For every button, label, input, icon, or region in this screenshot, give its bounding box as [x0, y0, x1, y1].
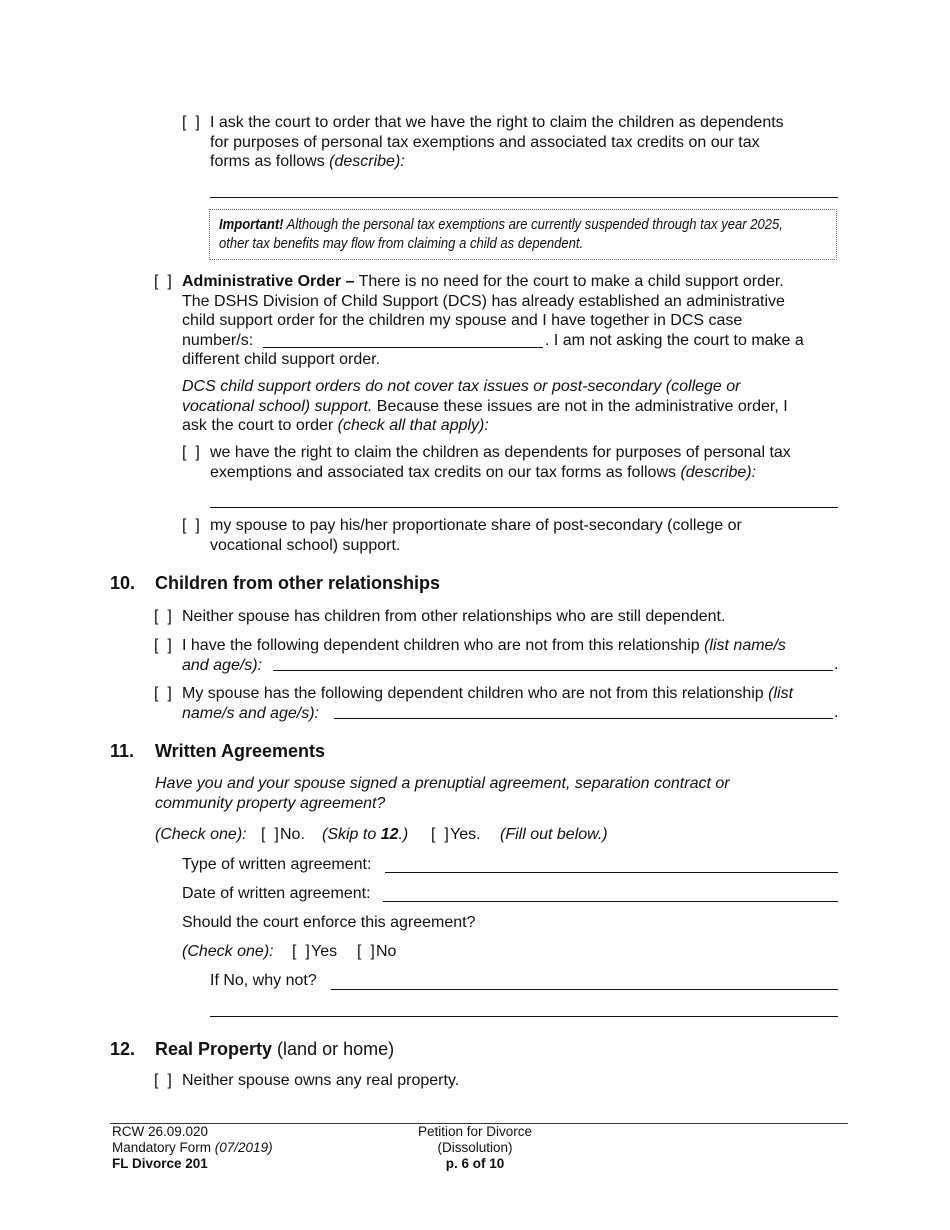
period: .	[834, 656, 839, 673]
enforce-check-row: (Check one): [ ] Yes [ ] No	[182, 943, 397, 960]
fill-out-note: (Fill out below.)	[500, 826, 608, 843]
tax-claim-line2: for purposes of personal tax exemptions and associated tax credits on our tax	[210, 133, 760, 151]
section-12-number: 12.	[110, 1039, 136, 1059]
why-not-field-line2[interactable]	[210, 1016, 838, 1017]
footer-form-id: FL Divorce 201	[112, 1156, 208, 1171]
my-other-children-text: I have the following dependent children who are not from this relationship (list name/s and age/s):	[182, 637, 786, 674]
administrative-order-text: Administrative Order – There is no need for the court to make a child support order. The DSHS Division of Child Support (DCS) has already established an administrative child support order for the children my spouse and I have together in DCS case number/s: . I am not asking the court to make a different child support order.	[182, 273, 804, 368]
post-secondary-text: my spouse to pay his/her proportionate share of post-secondary (college or vocational school) support.	[210, 517, 742, 554]
agreement-yes-label: Yes.	[450, 826, 481, 843]
checkbox-enforce-yes[interactable]: [ ]	[292, 943, 310, 960]
footer-title2: (Dissolution)	[437, 1140, 513, 1155]
checkbox-no-real-property[interactable]: [ ]	[154, 1072, 172, 1089]
agreement-no-label: No.	[280, 826, 305, 843]
administrative-order-title: Administrative Order –	[182, 273, 355, 290]
dependents-describe-line[interactable]	[210, 507, 838, 508]
type-of-agreement-label: Type of written agreement:	[182, 856, 372, 873]
checkbox-administrative-order[interactable]: [ ]	[154, 273, 172, 290]
footer-title1: Petition for Divorce	[417, 1124, 533, 1139]
date-of-agreement-label: Date of written agreement:	[182, 885, 371, 902]
checkbox-no-other-children[interactable]: [ ]	[154, 608, 172, 625]
enforce-yes-label: Yes	[311, 943, 338, 960]
section-12-title: Real Property (land or home)	[155, 1039, 395, 1059]
enforce-no-label: No	[376, 943, 397, 960]
section-10-title: Children from other relationships	[155, 573, 441, 593]
enforce-question: Should the court enforce this agreement?	[182, 914, 476, 931]
tax-claim-text	[210, 113, 784, 172]
tax-claim-line1: I ask the court to order that we have the right to claim the children as dependents	[210, 114, 784, 131]
no-real-property-text: Neither spouse owns any real property.	[182, 1072, 460, 1089]
checkbox-agreement-yes[interactable]: [ ]	[431, 826, 449, 843]
important-line2: other tax benefits may flow from claiming a child as dependent.	[219, 236, 584, 252]
footer-page-number: p. 6 of 10	[445, 1156, 505, 1171]
checkbox-post-secondary[interactable]: [ ]	[182, 517, 200, 534]
type-of-agreement-field[interactable]	[385, 872, 838, 873]
check-one-row: (Check one): [ ] No. (Skip to 12.) [ ] Yes. (Fill out below.)	[155, 826, 608, 843]
footer-left	[112, 1124, 273, 1172]
checkbox-spouse-other-children[interactable]: [ ]	[154, 685, 172, 702]
important-label: Important!	[219, 217, 284, 233]
section-11-title: Written Agreements	[155, 741, 326, 761]
section-11-number: 11.	[110, 741, 135, 761]
footer-center	[375, 1124, 575, 1172]
why-not-field[interactable]	[331, 989, 838, 990]
my-other-children-field[interactable]	[273, 670, 833, 671]
skip-note: (Skip to 12.)	[322, 826, 409, 843]
dcs-note: DCS child support orders do not cover tax issues or post-secondary (college or vocational school) support. Because these issues are not in the administrative order, I ask the court to order (check all that apply):	[182, 378, 788, 434]
tax-claim-line3: forms as follows (describe):	[210, 153, 405, 170]
important-line1: Although the personal tax exemptions are currently suspended through tax year 2025,	[283, 217, 783, 233]
spouse-other-children-text: My spouse has the following dependent children who are not from this relationship (list name/s and age/s):	[182, 685, 794, 722]
tax-claim-describe-line[interactable]	[210, 197, 838, 198]
checkbox-my-other-children[interactable]: [ ]	[154, 637, 172, 654]
spouse-other-children-field[interactable]	[334, 718, 833, 719]
dcs-case-number-field[interactable]	[263, 347, 543, 348]
no-other-children-text: Neither spouse has children from other relationships who are still dependent.	[182, 608, 726, 625]
footer-mandatory: Mandatory Form (07/2019)	[112, 1140, 273, 1155]
section-10-number: 10.	[110, 573, 136, 593]
checkbox-dependents-claim[interactable]: [ ]	[182, 444, 200, 461]
dependents-claim-text: we have the right to claim the children as dependents for purposes of personal tax exemptions and associated tax credits on our tax forms as follows (describe):	[210, 444, 791, 481]
footer-rcw: RCW 26.09.020	[112, 1124, 209, 1139]
checkbox-tax-claim[interactable]: [ ]	[182, 114, 200, 131]
date-of-agreement-field[interactable]	[383, 901, 838, 902]
period: .	[834, 704, 839, 721]
checkbox-enforce-no[interactable]: [ ]	[357, 943, 375, 960]
important-note-box	[209, 209, 837, 260]
written-agreement-question: Have you and your spouse signed a prenuptial agreement, separation contract or community property agreement?	[155, 775, 730, 812]
checkbox-agreement-no[interactable]: [ ]	[261, 826, 279, 843]
why-not-label: If No, why not?	[210, 972, 317, 989]
